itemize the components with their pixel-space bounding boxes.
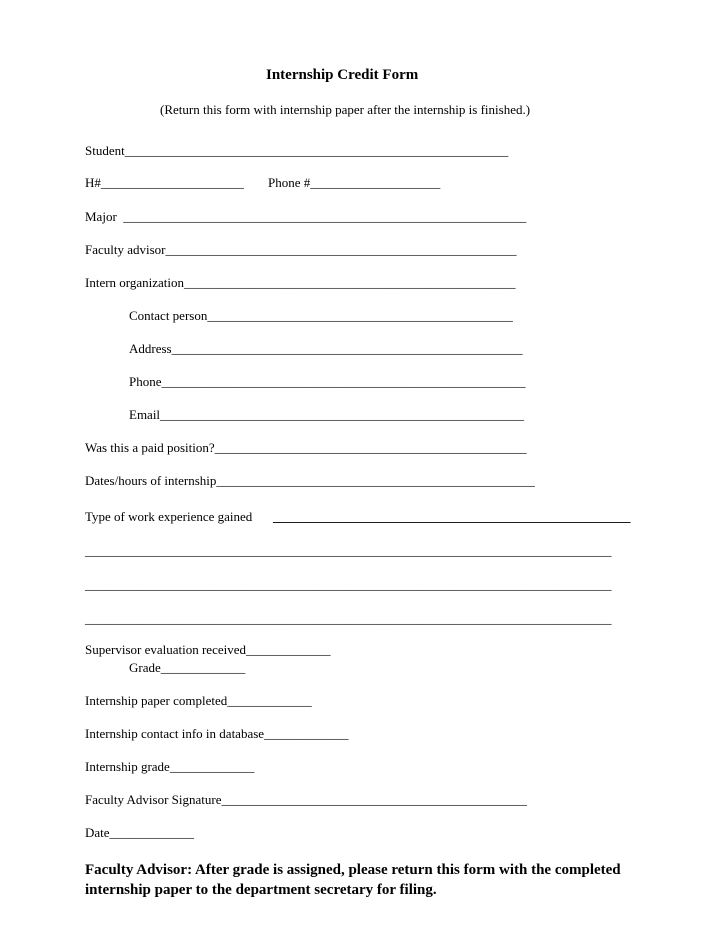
dates-hours-field[interactable]: Dates/hours of internship_________________________________________________ (85, 473, 535, 488)
grade-field[interactable]: Grade_____________ (129, 660, 246, 675)
paid-position-field[interactable]: Was this a paid position?________________________________________________ (85, 440, 527, 455)
paper-completed-field[interactable]: Internship paper completed_____________ (85, 693, 312, 708)
intern-organization-field[interactable]: Intern organization___________________________________________________ (85, 275, 516, 290)
major-field[interactable]: Major ______________________________________________________________ (85, 209, 527, 224)
contact-person-field[interactable]: Contact person_______________________________________________ (129, 308, 513, 323)
date-field[interactable]: Date_____________ (85, 825, 195, 840)
org-phone-field[interactable]: Phone________________________________________________________ (129, 374, 526, 389)
blank-line-1[interactable]: _________________________________________________________________________________ (85, 543, 612, 558)
form-title: Internship Credit Form (266, 67, 419, 83)
work-type-label: Type of work experience gained (85, 509, 253, 524)
h-number-field[interactable]: H#______________________ (85, 175, 244, 190)
address-field[interactable]: Address______________________________________________________ (129, 341, 523, 356)
blank-line-2[interactable]: _________________________________________________________________________________ (85, 577, 612, 592)
blank-line-3[interactable]: _________________________________________________________________________________ (85, 611, 612, 626)
work-type-line[interactable]: _______________________________________________________ (273, 509, 631, 524)
advisor-signature-field[interactable]: Faculty Advisor Signature_______________________________________________ (85, 792, 527, 807)
internship-grade-field[interactable]: Internship grade_____________ (85, 759, 255, 774)
email-field[interactable]: Email________________________________________________________ (129, 407, 525, 422)
faculty-advisor-field[interactable]: Faculty advisor______________________________________________________ (85, 242, 517, 257)
form-subtitle: (Return this form with internship paper after the internship is finished.) (160, 102, 531, 117)
phone-field[interactable]: Phone #____________________ (268, 175, 441, 190)
supervisor-eval-field[interactable]: Supervisor evaluation received_____________ (85, 642, 331, 657)
footer-note: Faculty Advisor: After grade is assigned, please return this form with the completed internship paper to the department secretary for filing. (85, 862, 621, 898)
student-field[interactable]: Student___________________________________________________________ (85, 143, 509, 158)
contact-info-field[interactable]: Internship contact info in database_____________ (85, 726, 349, 741)
